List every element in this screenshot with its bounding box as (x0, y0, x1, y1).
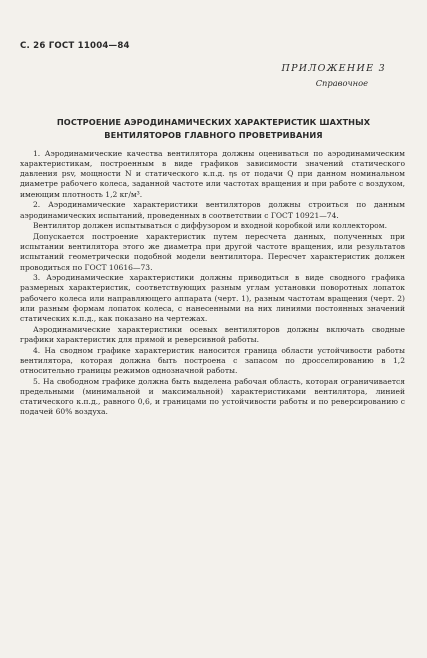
paragraph: Вентилятор должен испытываться с диффузором и входной коробкой или коллектором. (33, 221, 387, 231)
paragraph: 3. Аэродинамические характеристики должны приводиться в виде сводного графика размерных характеристик, соответствующих разным углам установки поворотных лопаток рабочего колеса или направляющего аппарата (черт. 1), разным частотам вращения (черт. 2) или разным формам лопаток колеса, с нанесенными на них линиями постоянных значений статических к.п.д., как показано на чертежах. (20, 273, 405, 323)
page-header: С. 26 ГОСТ 11004—84 (20, 41, 130, 51)
paragraph: 1. Аэродинамические качества вентилятора должны оцениваться по аэродинамическим характеристикам, построенным в виде графиков зависимости значений статического давления psv, мощности N и статического к.п.д. ηs от подачи Q при данном номинальном диаметре рабочего колеса, заданной частоте или частотах вращения и при работе с воздухом, имеющим плотность 1,2 кг/м³. (20, 149, 405, 199)
paragraph: 4. На сводном графике характеристик наносится граница области устойчивости работы вентилятора, которая должна быть построена с запасом по дросселированию в 1,2 относительно границы режимов однозначной работы. (20, 345, 405, 375)
title-line: ВЕНТИЛЯТОРОВ ГЛАВНОГО ПРОВЕТРИВАНИЯ (104, 129, 323, 140)
paragraph: 5. На свободном графике должна быть выделена рабочая область, которая ограничивается предельными (минимальной и максимальной) характеристиками вентилятора, линией статического к.п.д., равного 0,6, и границами по устойчивости работы и по реверсированию с подачей 60% воздуха. (20, 376, 405, 417)
document-title (22, 116, 405, 141)
title-line: ПОСТРОЕНИЕ АЭРОДИНАМИЧЕСКИХ ХАРАКТЕРИСТИК ШАХТНЫХ (56, 117, 371, 127)
paragraph: 2. Аэродинамические характеристики вентиляторов должны строиться по данным аэродинамических испытаний, проведенных в соответствии с ГОСТ 10921—74. (20, 200, 405, 220)
body-text (20, 149, 405, 417)
appendix-title: ПРИЛОЖЕНИЕ 3 (281, 63, 386, 74)
appendix-subtitle: Справочное (315, 78, 368, 88)
paragraph: Допускается построение характеристик путем пересчета данных, полученных при испытании вентилятора этого же диаметра при другой частоте вращения, или результатов испытаний геометрически подобной модели вентилятора. Пересчет характеристик должен проводиться по ГОСТ 10616—73. (20, 232, 405, 272)
paragraph: Аэродинамические характеристики осевых вентиляторов должны включать сводные графики характеристик для прямой и реверсивной работы. (20, 324, 405, 344)
